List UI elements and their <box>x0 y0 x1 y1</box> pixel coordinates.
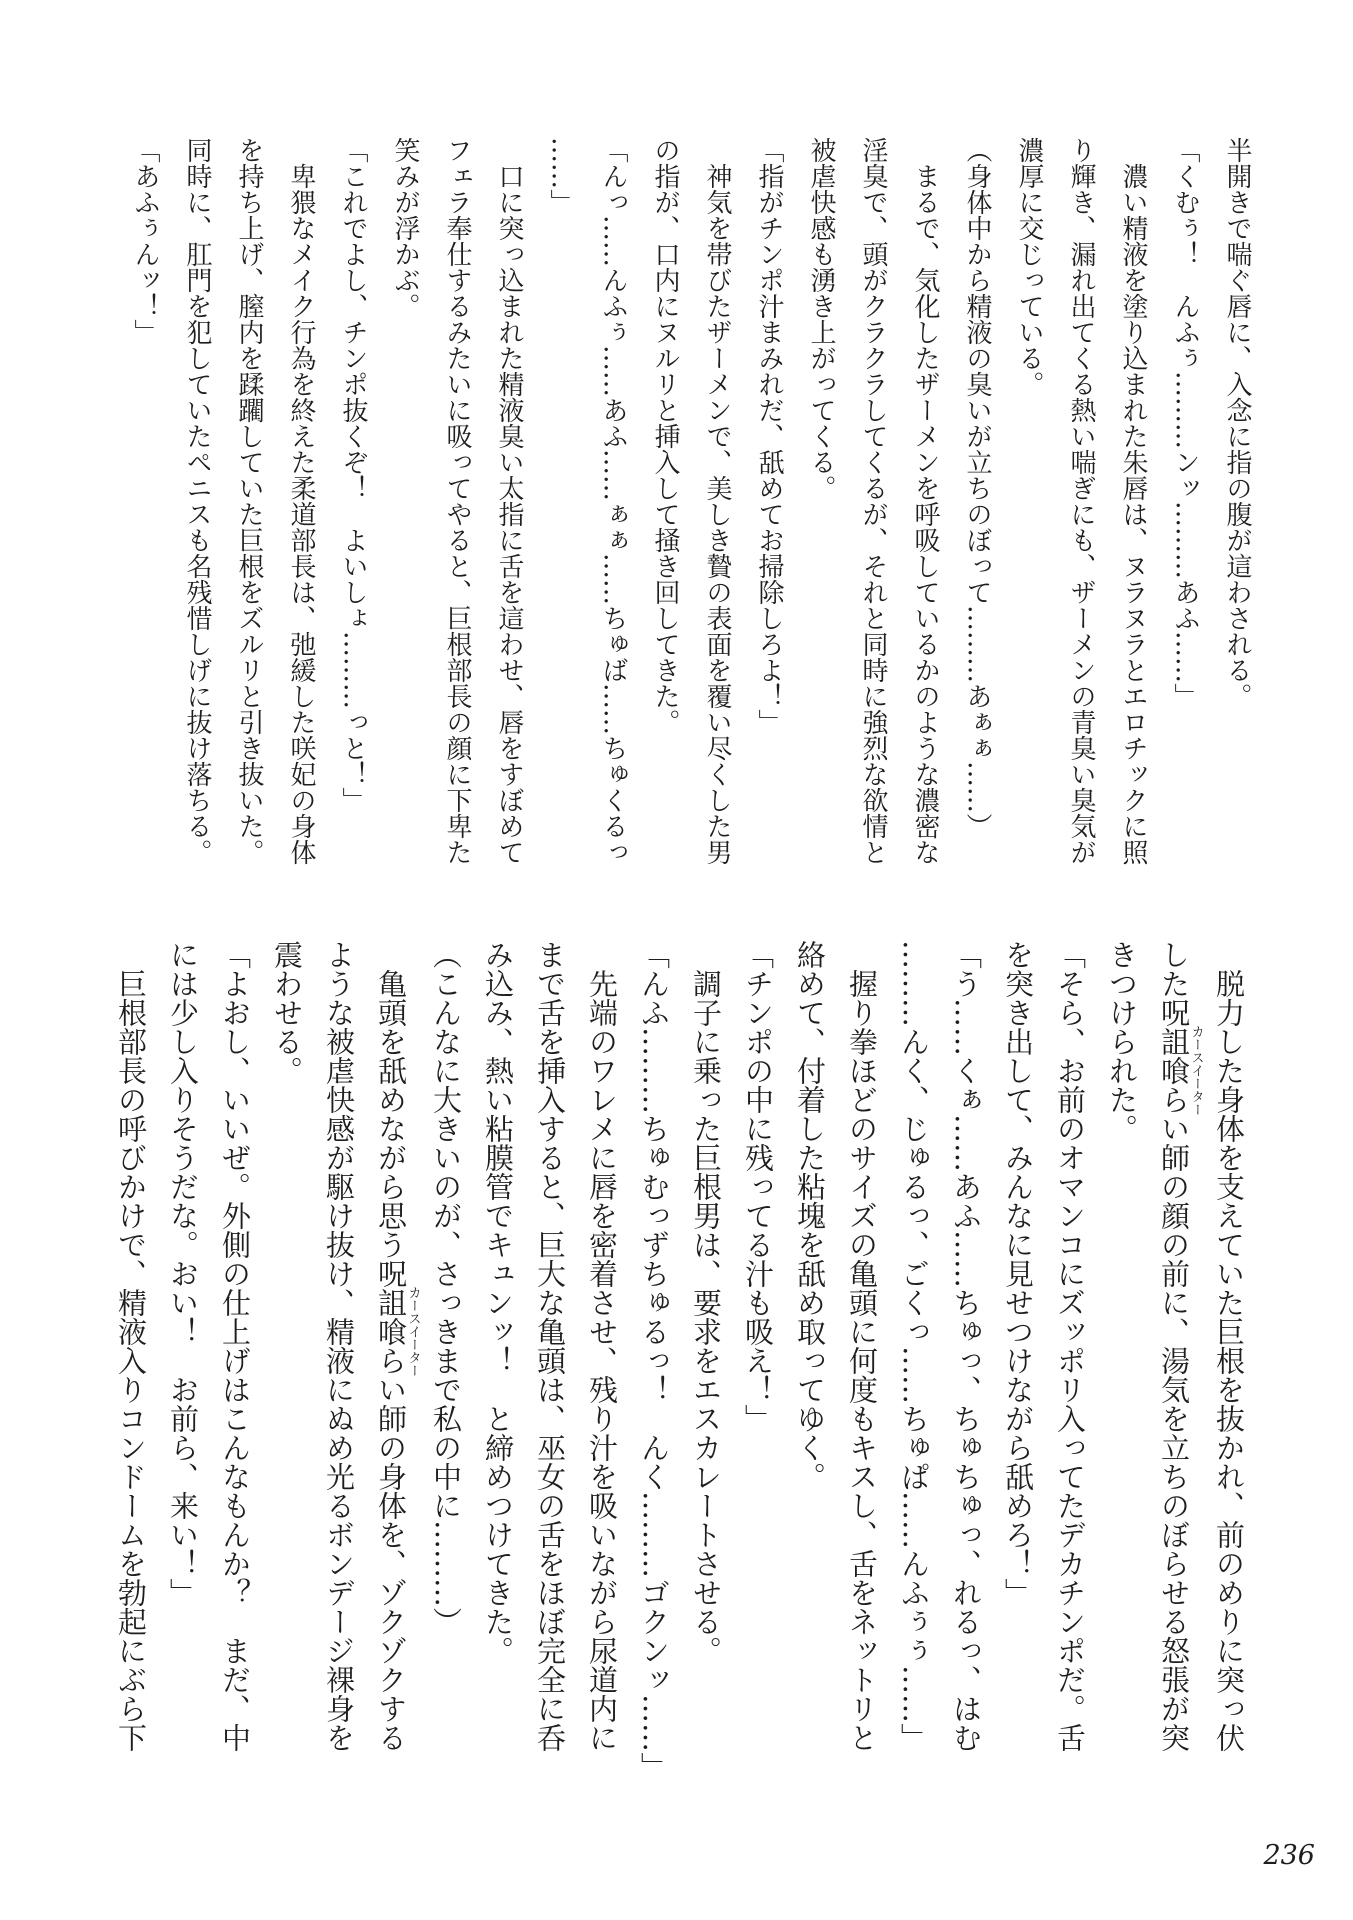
text-run: 「指がチンポ汁まみれだ、舐めてお掃除しろよ！」 <box>754 137 784 735</box>
text-line <box>951 137 1003 881</box>
text-run: の指が、口内にヌルリと挿入して掻き回してきた。 <box>650 137 680 735</box>
text-run: 濃い精液を塗り込まれた朱唇は、ヌラヌラとエロチックに照 <box>1118 163 1148 865</box>
text-line <box>1055 137 1107 881</box>
text-run: 調子に乗った巨根男は、要求をエスカレートさせる。 <box>689 969 723 1665</box>
text-line <box>209 940 261 1772</box>
text-line <box>431 137 483 881</box>
text-run: 握り拳ほどのサイズの亀頭に何度もキスし、舌をネットリと <box>845 969 879 1752</box>
text-line <box>223 137 275 881</box>
text-line <box>1003 137 1055 881</box>
text-line <box>365 940 420 1772</box>
text-line <box>472 940 524 1772</box>
text-run: 笑みが浮かぶ。 <box>390 137 420 319</box>
text-line <box>639 137 691 881</box>
text-run: 「そら、お前のオマンコにズッポリ入ってたデカチンポだ。舌 <box>1053 940 1087 1752</box>
text-line <box>1159 137 1211 881</box>
text-run: 「あふぅんッ！」 <box>130 137 160 345</box>
text-run: 脱力した身体を支えていた巨根を抜かれ、前のめりに突っ伏 <box>1212 969 1246 1752</box>
text-run: 被虐快感も湧き上がってくる。 <box>806 137 836 501</box>
text-section-top <box>119 137 1263 881</box>
text-run: （身体中から精液の臭いが立ちのぼって………あぁぁ……） <box>962 137 992 839</box>
ruby-base: 呪詛喰らいカースイーター <box>1157 998 1204 1143</box>
text-run: （こんなに大きいのが、さっきまで私の中に………） <box>429 940 463 1636</box>
text-line <box>743 137 795 881</box>
text-line <box>836 940 888 1772</box>
text-line <box>105 940 157 1772</box>
ruby-text: カースイーター <box>1188 998 1204 1143</box>
text-run: まるで、気化したザーメンを呼吸しているかのような濃密な <box>910 163 940 865</box>
text-run: 「んっ……んふぅ……あふ……ぁぁ……ちゅば……ちゅくるっ <box>598 137 628 865</box>
text-line <box>732 940 784 1772</box>
text-section-bottom <box>105 940 1255 1781</box>
text-line <box>483 137 535 881</box>
text-run: には少し入りそうだな。おい！ お前ら、来い！」 <box>166 940 200 1607</box>
text-run: を突き出して、みんなに見せつけながら舐めろ！」 <box>1001 940 1035 1607</box>
text-line <box>171 137 223 881</box>
text-run: 神気を帯びたザーメンで、美しき贄の表面を覆い尽くした男 <box>702 163 732 865</box>
text-line <box>1211 137 1263 881</box>
text-line <box>379 137 431 881</box>
text-run: まで舌を挿入すると、巨大な亀頭は、巫女の舌をほぼ完全に呑 <box>533 940 567 1752</box>
text-line <box>587 137 639 881</box>
text-line <box>628 940 680 1781</box>
text-line <box>1107 137 1159 881</box>
text-run: 師の身体を、ゾクゾクする <box>374 1404 408 1752</box>
text-line <box>327 137 379 881</box>
text-run: を持ち上げ、膣内を蹂躙していた巨根をズルリと引き抜いた。 <box>234 137 264 865</box>
text-run: 「くむぅ！ んふぅ………ンッ………あふ……」 <box>1170 137 1200 709</box>
text-line <box>420 940 472 1772</box>
text-run: 「これでよし、チンポ抜くぞ！ よいしょ………っと！」 <box>338 137 368 813</box>
text-line <box>275 137 327 881</box>
text-line <box>847 137 899 881</box>
text-line <box>992 940 1044 1772</box>
text-run: 「う……くぁ……あふ……ちゅっ、ちゅちゅっ、れるっ、はむ <box>949 940 983 1752</box>
text-line <box>940 940 992 1772</box>
page-number: 236 <box>1263 1840 1315 1871</box>
text-run: み込み、熱い粘膜管でキュンッ！ と締めつけてきた。 <box>481 940 515 1665</box>
text-run: 口に突っ込まれた精液臭い太指に舌を這わせ、唇をすぼめて <box>494 163 524 865</box>
text-line <box>535 137 587 881</box>
text-run: 「よおし、いいぜ。外側の仕上げはこんなもんか？ まだ、中 <box>218 940 252 1752</box>
text-line <box>1148 940 1203 1772</box>
text-line <box>261 940 313 1772</box>
text-run: 巨根部長の呼びかけで、精液入りコンドームを勃起にぶら下 <box>114 969 148 1752</box>
text-line <box>1203 940 1255 1772</box>
text-run: り輝き、漏れ出てくる熱い喘ぎにも、ザーメンの青臭い臭気が <box>1066 137 1096 865</box>
text-line <box>313 940 365 1772</box>
ruby-text: カースイーター <box>405 1259 421 1404</box>
text-line <box>680 940 732 1772</box>
text-line <box>576 940 628 1772</box>
text-line <box>157 940 209 1772</box>
text-run: きつけられた。 <box>1105 940 1139 1143</box>
text-run: 絡めて、付着した粘塊を舐め取ってゆく。 <box>793 940 827 1491</box>
text-run: ような被虐快感が駆け抜け、精液にぬめ光るボンデージ裸身を <box>322 940 356 1752</box>
text-run: 同時に、肛門を犯していたペニスも名残惜しげに抜け落ちる。 <box>182 137 212 865</box>
text-run: 卑猥なメイク行為を終えた柔道部長は、弛緩した咲妃の身体 <box>286 163 316 865</box>
text-line <box>119 137 171 881</box>
text-line <box>888 940 940 1772</box>
text-run: 濃厚に交じっている。 <box>1014 137 1044 397</box>
text-run: 「んふ………ちゅむっずちゅるっ！ んく………ゴクンッ……」 <box>637 940 671 1781</box>
text-line <box>784 940 836 1772</box>
text-line <box>1044 940 1096 1772</box>
text-run: フェラ奉仕するみたいに吸ってやると、巨根部長の顔に下卑た <box>442 137 472 865</box>
text-run: 先端のワレメに唇を密着させ、残り汁を吸いながら尿道内に <box>585 969 619 1752</box>
text-run: 半開きで喘ぐ唇に、入念に指の腹が這わされる。 <box>1222 137 1252 709</box>
text-line <box>1096 940 1148 1772</box>
text-run: 師の顔の前に、湯気を立ちのぼらせる怒張が突 <box>1157 1143 1191 1752</box>
text-line <box>691 137 743 881</box>
ruby-base: 呪詛喰らいカースイーター <box>374 1259 421 1404</box>
text-line <box>524 940 576 1772</box>
text-run: 「チンポの中に残ってる汁も吸え！」 <box>741 940 775 1433</box>
text-line <box>795 137 847 881</box>
text-run: 亀頭を舐めながら思う <box>374 969 408 1259</box>
text-run: 震わせる。 <box>270 940 304 1085</box>
text-run: した <box>1157 940 1191 998</box>
text-line <box>899 137 951 881</box>
text-run: ……」 <box>546 137 576 215</box>
text-run: ………んく、じゅるっ、ごくっ……ちゅぱ……んふぅぅ……」 <box>897 940 931 1752</box>
text-run: 淫臭で、頭がクラクラしてくるが、それと同時に強烈な欲情と <box>858 137 888 865</box>
